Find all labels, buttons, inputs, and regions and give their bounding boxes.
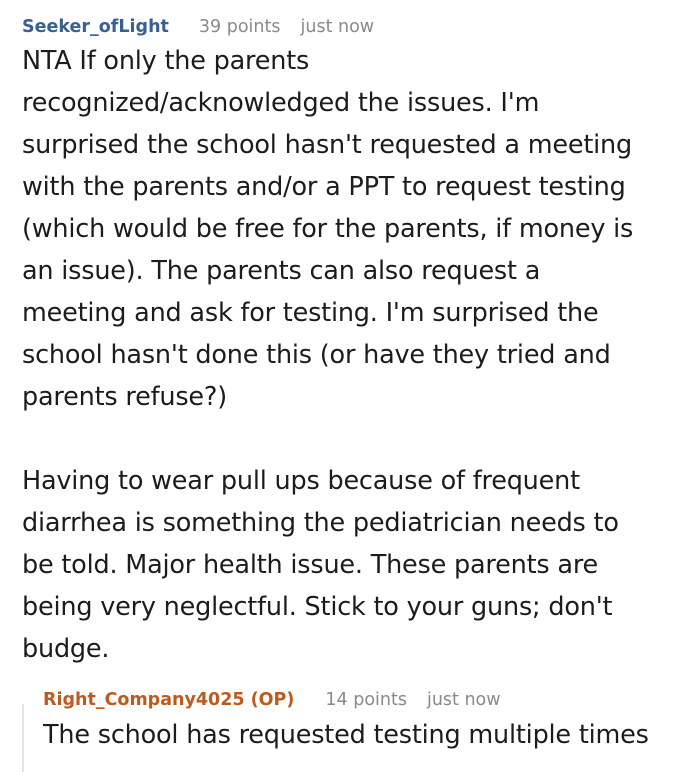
comment-line: NTA If only the parents [22, 46, 310, 76]
comment-line: meeting and ask for testing. I'm surprised the [22, 298, 599, 328]
comment-line: being very neglectful. Stick to your guns; don't [22, 592, 613, 622]
reply-points: 14 points [325, 690, 407, 710]
reply-inner [43, 690, 700, 756]
comment-line: an issue). The parents can also request a [22, 256, 541, 286]
comment-line: (which would be free for the parents, if money is [22, 214, 634, 244]
comment-username[interactable]: Seeker_ofLight [22, 17, 169, 37]
thread-line[interactable] [22, 704, 24, 772]
comment-line: be told. Major health issue. These parents are [22, 550, 599, 580]
comment-line: Having to wear pull ups because of frequent [22, 466, 580, 496]
reply-comment [22, 690, 700, 756]
reply-username[interactable]: Right_Company4025 (OP) [43, 690, 295, 710]
comment-line: parents refuse?) [22, 382, 227, 412]
comment-line: with the parents and/or a PPT to request testing [22, 172, 626, 202]
reply-timestamp[interactable]: just now [426, 690, 501, 710]
comment [22, 17, 700, 670]
comment-line: surprised the school hasn't requested a meeting [22, 130, 633, 160]
reply-body: The school has requested testing multiple times [43, 720, 649, 750]
comment-header [22, 17, 700, 37]
comment-line: school hasn't done this (or have they tried and [22, 340, 611, 370]
comment-timestamp[interactable]: just now [300, 17, 375, 37]
comment-line: budge. [22, 634, 110, 664]
comment-line: recognized/acknowledged the issues. I'm [22, 88, 540, 118]
reply-header [43, 690, 700, 710]
comment-points: 39 points [198, 17, 281, 37]
paragraph-gap [22, 418, 692, 460]
comment-body [22, 40, 692, 670]
comment-line: diarrhea is something the pediatrician needs to [22, 508, 619, 538]
